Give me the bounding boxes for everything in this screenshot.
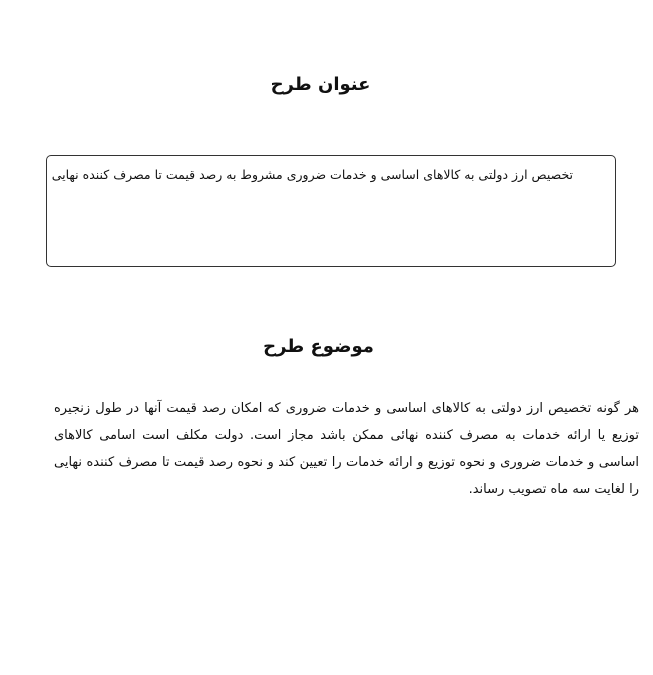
plan-title-heading: عنوان طرح [270,74,371,95]
plan-title-text: تخصیص ارز دولتی به کالاهای اساسی و خدمات ضروری مشروط به رصد قیمت تا مصرف کننده نهایی [51,167,573,182]
plan-title-box [46,155,616,267]
plan-subject-heading: موضوع طرح [263,336,374,357]
plan-subject-body [54,395,639,503]
plan-subject-paragraph: هر گونه تخصیص ارز دولتی به کالاهای اساسی و خدمات ضروری که امکان رصد قیمت آنها در طول زنجیره توزیع یا ارائه خدمات به مصرف کننده نهائی ممکن باشد مجاز است. دولت مکلف است اسامی کالاهای اساسی و خدمات ضروری و نحوه توزیع و ارائه خدمات را تعیین کند و نحوه رصد قیمت تا مصرف کننده نهایی را لغایت سه ماه تصویب رساند. [54,401,639,497]
